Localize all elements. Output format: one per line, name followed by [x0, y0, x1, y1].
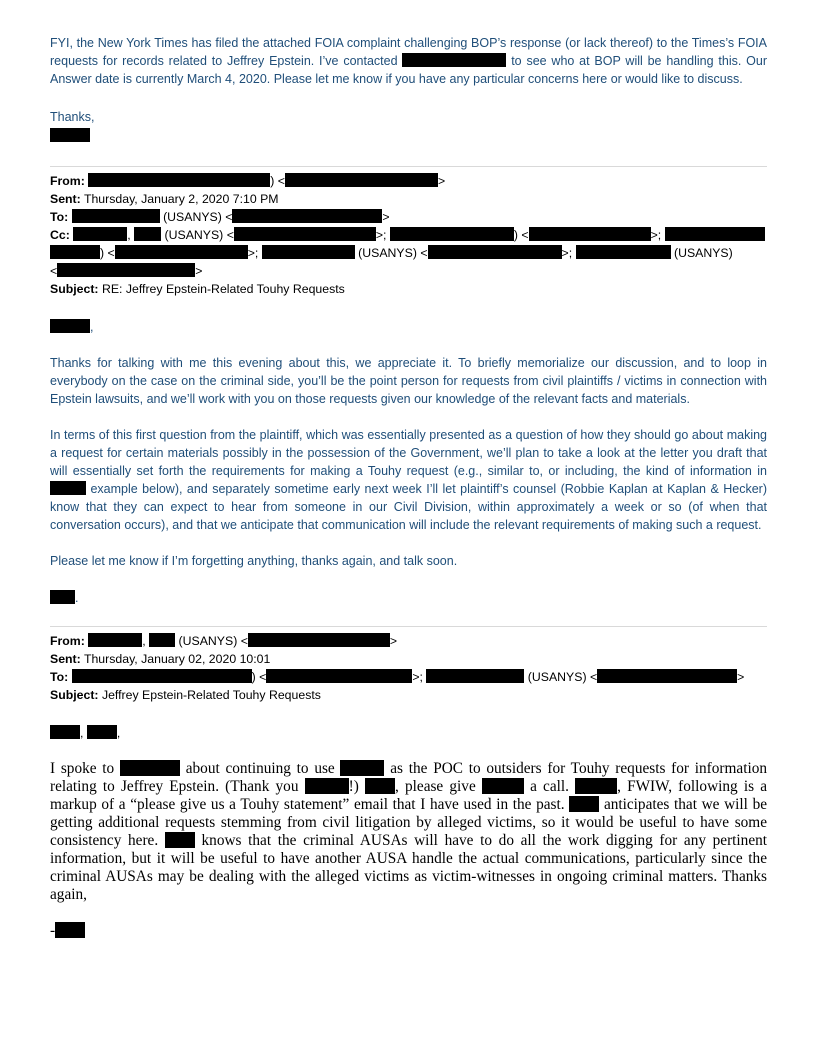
- header-value: (USANYS) <: [163, 210, 233, 224]
- header-value: >: [382, 210, 390, 224]
- header-value: ,: [116, 726, 121, 740]
- header-value: Jeffrey Epstein-Related Touhy Requests: [101, 688, 321, 702]
- redaction: [426, 669, 524, 683]
- redaction: [72, 669, 252, 683]
- email3-header: [50, 632, 767, 704]
- email3-greeting: [50, 724, 767, 742]
- redaction: [232, 209, 382, 223]
- header-value: Thursday, January 2, 2020 7:10 PM: [83, 192, 279, 206]
- header-label: To:: [50, 670, 69, 684]
- header-value: >;: [412, 670, 423, 684]
- header-value: >;: [247, 246, 259, 260]
- body-text: In terms of this first question from the plaintiff, which was essentially presented as a question of how they should go about making a request for certain materials possibly in the possession of the Government, we’ll plan to take a look at the letter you draft that will essentially set forth the requirements for making a Touhy request (e.g., similar to, or including, the kind of information in: [50, 428, 767, 478]
- header-value: ,: [127, 228, 131, 242]
- redaction: [482, 778, 524, 794]
- redaction: [529, 227, 651, 241]
- body-text: knows that the criminal AUSAs will have to do all the work digging for any pertinent information, but it will be useful to have another AUSA handle the actual communications, particularly since the criminal AUSAs may be dealing with the alleged victims as victim-witnesses in ongoing criminal matters. Thanks again,: [50, 832, 768, 903]
- email2-to: [50, 208, 767, 226]
- redaction: [87, 725, 117, 739]
- email3-signature: [50, 922, 767, 940]
- header-value: ) <: [270, 174, 285, 188]
- email2-from: [50, 172, 767, 190]
- header-label: Subject:: [50, 282, 99, 296]
- header-label: From:: [50, 634, 85, 648]
- redaction: [88, 633, 142, 647]
- intro-signature: [50, 127, 767, 145]
- body-text: .: [75, 591, 79, 605]
- header-value: Thursday, January 02, 2020 10:01: [83, 652, 271, 666]
- header-label: From:: [50, 174, 85, 188]
- body-text: I spoke to: [50, 760, 115, 777]
- email2-paragraph-3: Please let me know if I’m forgetting anything, thanks again, and talk soon.: [50, 554, 458, 568]
- redaction: [115, 245, 248, 259]
- header-value: >: [737, 670, 745, 684]
- redaction: [134, 227, 161, 241]
- intro-text-a: FYI, the New York Times has filed the attached FOIA complaint challenging BOP’s response (or lack thereof) to the Times’s FOIA requests for records related to Jeffrey Epstein. I’ve contacted: [50, 36, 767, 68]
- intro-text-b: to see who at BOP will be handling this. Our Answer date is currently March 4, 2020. Please let me know if you have any particular concerns here or would like to discuss.: [50, 54, 767, 86]
- email3-subject: [50, 686, 767, 704]
- redaction: [390, 227, 514, 241]
- body-text: , please give: [395, 778, 476, 795]
- header-label: To:: [50, 210, 69, 224]
- redaction: [149, 633, 175, 647]
- header-value: (USANYS) <: [358, 246, 428, 260]
- body-text: example below), and separately sometime early next week I’ll let plaintiff’s counsel (Robbie Kaplan at Kaplan & Hecker) know that they can expect to hear from someone in our Civil Division, within approximately a week or so (of when that conversation occurs), and that we anticipate that communication will include the relevant requirements of making such a request.: [50, 482, 768, 532]
- header-value: ) <: [513, 228, 529, 242]
- body-text: !): [348, 778, 359, 795]
- redaction: [50, 481, 86, 495]
- redaction: [428, 245, 562, 259]
- email3-sent: [50, 650, 767, 668]
- email2-paragraph-1: Thanks for talking with me this evening about this, we appreciate it. To briefly memorialize our discussion, and to loop in everybody on the case on the criminal side, you’ll be the point person for requests from civil plaintiffs / victims in connection with Epstein lawsuits, and we’ll work with you on those requests given our knowledge of the relevant facts and materials.: [50, 356, 767, 406]
- email2-header: [50, 172, 767, 298]
- body-text: about continuing to use: [185, 760, 335, 777]
- redaction: [73, 227, 127, 241]
- redaction: [50, 319, 90, 333]
- header-value: ) <: [100, 246, 115, 260]
- header-label: Cc:: [50, 228, 70, 242]
- header-value: <: [50, 264, 58, 278]
- redaction: [248, 633, 390, 647]
- redaction: [50, 590, 75, 604]
- header-value: >: [389, 634, 398, 648]
- header-value: RE: Jeffrey Epstein-Related Touhy Requests: [101, 282, 345, 296]
- header-value: (USANYS) <: [527, 670, 598, 684]
- redaction: [57, 263, 195, 277]
- header-value: ,: [80, 726, 84, 740]
- body-text: -: [50, 922, 56, 939]
- redaction: [569, 796, 599, 812]
- redaction: [305, 778, 349, 794]
- redaction: [402, 53, 506, 67]
- redaction: [50, 725, 80, 739]
- redaction: [266, 669, 412, 683]
- redaction: [340, 760, 384, 776]
- email3-body: [50, 760, 767, 904]
- redaction: [285, 173, 438, 187]
- email2-paragraph-2: [50, 426, 767, 534]
- redaction: [120, 760, 180, 776]
- redaction: [50, 245, 100, 259]
- redaction: [665, 227, 765, 241]
- redaction: [365, 778, 395, 794]
- header-value: >;: [375, 228, 387, 242]
- separator: [50, 166, 767, 167]
- separator: [50, 626, 767, 627]
- header-value: ) <: [251, 670, 267, 684]
- header-value: >: [195, 264, 203, 278]
- redaction: [165, 832, 195, 848]
- redaction: [50, 128, 90, 142]
- intro-paragraph: [50, 34, 767, 88]
- header-label: Subject:: [50, 688, 99, 702]
- header-label: Sent:: [50, 652, 81, 666]
- redaction: [72, 209, 160, 223]
- redaction: [55, 922, 85, 938]
- redaction: [576, 245, 671, 259]
- body-text: anticipates that we will be getting additional requests stemming from civil litigation by alleged victims, so it would be useful to have some consistency here.: [50, 796, 768, 849]
- body-text: as the POC to outsiders for Touhy requests for information relating to Jeffrey Epstein. (Thank you: [50, 760, 767, 795]
- redaction: [575, 778, 617, 794]
- header-value: >: [437, 174, 446, 188]
- redaction: [234, 227, 376, 241]
- redaction: [88, 173, 270, 187]
- header-value: ,: [142, 634, 146, 648]
- intro-thanks: Thanks,: [50, 110, 95, 124]
- email2-sent: [50, 190, 767, 208]
- header-label: Sent:: [50, 192, 81, 206]
- email3-from: [50, 632, 767, 650]
- header-value: (USANYS) <: [178, 634, 248, 648]
- header-value: >;: [561, 246, 573, 260]
- redaction: [597, 669, 737, 683]
- document-page: [50, 34, 767, 940]
- header-value: (USANYS): [673, 246, 733, 260]
- email3-to: [50, 668, 767, 686]
- email2-greeting: [50, 318, 767, 336]
- body-text: a call.: [530, 778, 569, 795]
- body-text: ,: [90, 320, 94, 334]
- header-value: (USANYS) <: [164, 228, 234, 242]
- email2-cc: [50, 226, 767, 280]
- header-value: >;: [650, 228, 662, 242]
- body-text: , FWIW, following is a markup of a “please give us a Touhy statement” email that I have used in the past.: [50, 778, 767, 813]
- redaction: [262, 245, 355, 259]
- email2-signature: [50, 589, 767, 607]
- email2-subject: [50, 280, 767, 298]
